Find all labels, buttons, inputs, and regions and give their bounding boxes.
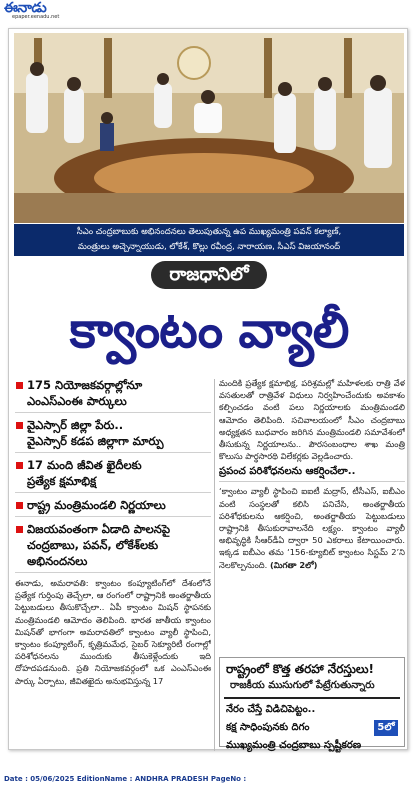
- headline: క్వాంటం వ్యాలీ: [69, 301, 349, 359]
- bullet-item: [15, 377, 211, 413]
- right-column: [219, 377, 405, 655]
- kicker-wrap: [9, 261, 409, 291]
- box-title: రాష్ట్రంలో కొత్త తరహా నేరస్తులు!: [226, 662, 375, 676]
- bullet-line-1: 17 మంది జీవిత ఖైదీలకు: [27, 458, 142, 472]
- kicker: రాజధానిలో: [151, 261, 266, 289]
- box-line-3: ముఖ్యమంత్రి చంద్రబాబు స్పష్టీకరణ: [226, 740, 362, 751]
- bullet-line-1: వైఎస్సార్ జిల్లా పేరు..: [27, 418, 124, 432]
- page-reference-badge[interactable]: 5లో: [374, 720, 398, 736]
- cabinet-meeting-photo: [14, 33, 404, 223]
- related-story-box[interactable]: [219, 657, 405, 751]
- bullet-line-2: ప్రత్యేక క్షమాభిక్ష: [27, 474, 97, 488]
- photo-caption: [14, 224, 404, 256]
- eenadu-logo[interactable]: ఈనాడు: [4, 0, 47, 16]
- article-body-left: ఈనాడు, అమరావతి: క్వాంటం కంప్యూటింగ్‌లో దేశంలోనే ప్రత్యేక గుర్తింపు తెచ్చేలా, ఆ రంగంలో రాష్ట్రానికి అంతర్జాతీయ పెట్టుబడులు తీసుకొచ్చేలా.. ఏపీ క్వాంటం మిషన్ స్థాపనకు మంత్రిమండలి ఆమోదం తెలిపింది. భారత జాతీయ క్వాంటం మిషన్‌తో భాగంగా అమరావతిలో క్వాంటం వ్యాలీ స్థాపించి, క్వాంటం కంప్యూటింగ్, కృత్రిమమేధ, సైబర్ సెక్యూరిటీ రంగాల్లో పరిశోధనలను ముందుకు తీసుకెళ్లేందుకు ఇది దోహదపడనుంది. ప్రతి నియోజకవర్గంలో ఒక ఎంఎస్ఎంఈ పార్కు ఏర్పాటు, జీవితఖైదు అనుభవిస్తున్న 17: [15, 578, 211, 686]
- edition-footer: Date : 05/06/2025 EditionName : ANDHRA PRADESH PageNo :: [4, 775, 247, 783]
- box-subtitle: రాజకీయ ముసుగులో పేట్రేగుతున్నారు: [224, 679, 400, 699]
- bullet-line-2: చంద్రబాబు, పవన్, లోకేశ్‌లకు అభినందనలు: [27, 538, 159, 568]
- bullet-line-1: విజయవంతంగా ఏడాది పాలనపై: [27, 522, 171, 536]
- caption-line-2: మంత్రులు అచ్చెన్నాయుడు, లోకేశ్, కొల్లు రవీంద్ర, నారాయణ, సీఎస్ విజయానంద్: [77, 242, 341, 252]
- caption-line-1: సీఎం చంద్రబాబుకు అభినందనలు తెలుపుతున్న ఉప ముఖ్యమంత్రి పవన్ కల్యాణ్,: [76, 227, 342, 237]
- box-line-2: కక్ష సాధింపునకు దిగం: [226, 722, 310, 733]
- bullet-item: [15, 497, 211, 517]
- left-column: [15, 377, 211, 747]
- logo-url: epaper.eenadu.net: [12, 14, 60, 20]
- bullet-line-1: రాష్ట్ర మంత్రిమండలి నిర్ణయాలు: [27, 498, 166, 512]
- box-line-1: నేరం చేస్తే విడిచిపెట్టం..: [226, 704, 316, 715]
- bullet-item: [15, 417, 211, 453]
- article-body-right-2-text: ‘క్వాంటం వ్యాలీ స్థాపించి ఐఐటీ మద్రాస్, టీసీఎస్, ఐబీఎం వంటి సంస్థలతో కలిసి పనిచేసి, అంతర్జాతీయ పరిశోధకులను ఆకర్షించి, అంతర్జాతీయ పెట్టుబడులు రాష్ట్రానికి తీసుకురావాలనేది లక్ష్యం. క్వాంటం వ్యాలీ అభివృద్ధికి సీఆర్‌డీఏ ద్వారా 50 ఎకరాలు కేటాయించారు. ఇక్కడ ఐబీఎం తమ ‘156-క్యూబిట్ క్వాంటం సిస్టమ్ 2’ని నెలకొల్పనుంది.: [219, 486, 405, 570]
- bullet-line-2: ఎంఎస్ఎంఈ పార్కులు: [27, 394, 127, 408]
- masthead: [0, 0, 419, 24]
- news-clipping: [8, 28, 408, 750]
- column-divider: [214, 379, 215, 751]
- bullet-line-2: వైఎస్సార్ కడప జిల్లాగా మార్పు: [27, 434, 164, 448]
- continued-on-page-2: (మిగతా 2లో): [269, 559, 318, 570]
- bullet-item: [15, 521, 211, 573]
- article-body-right: మందికి ప్రత్యేక క్షమాభిక్ష, పరిశ్రమల్లో మహిళలకు రాత్రి వేళ వసతులతో రాత్రివేళ విధులు నిర్వహించేందుకు అవకాశం కల్పించడం వంటి పలు నిర్ణయాలకు మంత్రిమండలి ఆమోదం తెలిపింది. సచివాలయంలో సీఎం చంద్రబాబు అధ్యక్షతన బుధవారం జరిగిన మంత్రిమండలి సమావేశంలో తీసుకున్న నిర్ణయాలను.. పౌరసంబంధాల శాఖ మంత్రి కొలుసు పార్థసారథి విలేకర్లకు వెల్లడించారు.: [219, 378, 405, 462]
- photo-illustration: [14, 33, 404, 223]
- section-subhead: ప్రపంచ పరిశోధనలను ఆకర్షించేలా..: [219, 465, 405, 482]
- bullet-item: [15, 457, 211, 493]
- bullet-line-1: 175 నియోజకవర్గాల్లోనూ: [27, 378, 143, 392]
- article-body-right-2: [219, 485, 405, 570]
